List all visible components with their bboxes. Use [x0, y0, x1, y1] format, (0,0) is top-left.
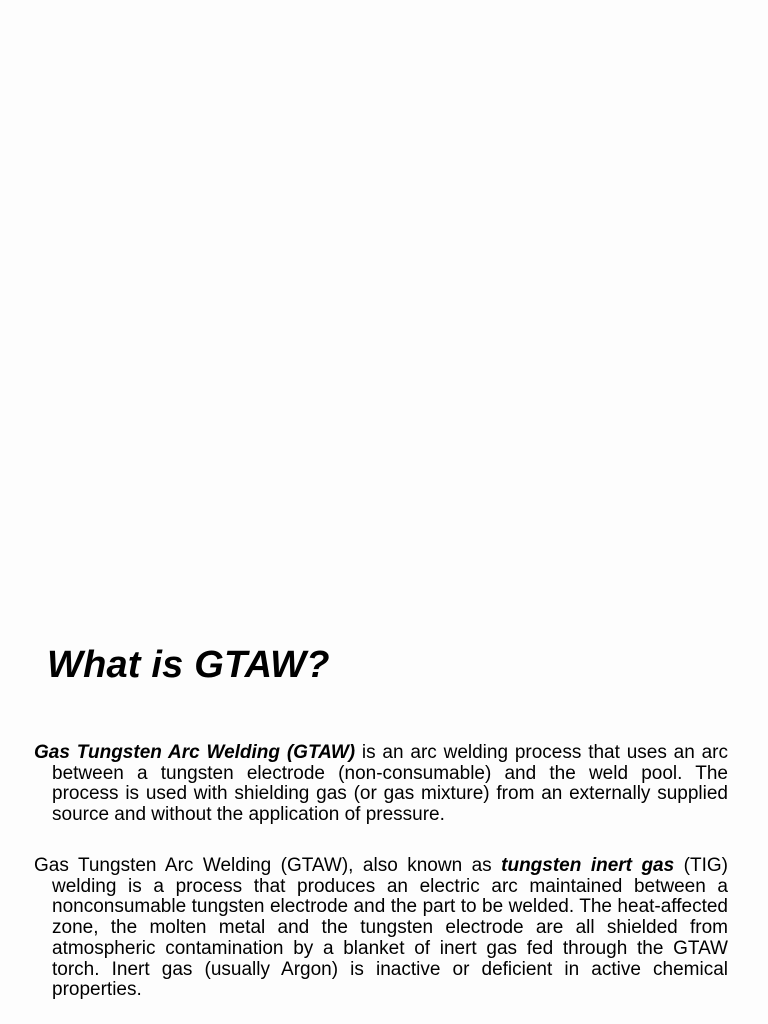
paragraph-text: is an arc welding process that uses an arc between a tungsten electrode (non-consumable) and the weld pool. The process is used with shielding gas (or gas mixture) from an externally supplied source and without the application of pressure.	[52, 742, 728, 826]
paragraph-tig-description	[34, 856, 728, 1001]
paragraph-text: (TIG) welding is a process that produces an electric arc maintained between a nonconsumable tungsten electrode and the part to be welded. The heat-affected zone, the molten metal and the tungsten electrode are all shielded from atmospheric contamination by a blanket of inert gas fed through the GTAW torch. Inert gas (usually Argon) is inactive or deficient in active chemical properties.	[52, 855, 728, 1001]
term-tig: tungsten inert gas	[501, 855, 675, 876]
paragraph-lead: Gas Tungsten Arc Welding (GTAW), also known as	[34, 855, 502, 876]
paragraph-gtaw-definition	[34, 743, 728, 826]
page-title: What is GTAW?	[47, 644, 330, 686]
term-gtaw: Gas Tungsten Arc Welding (GTAW)	[34, 742, 356, 763]
